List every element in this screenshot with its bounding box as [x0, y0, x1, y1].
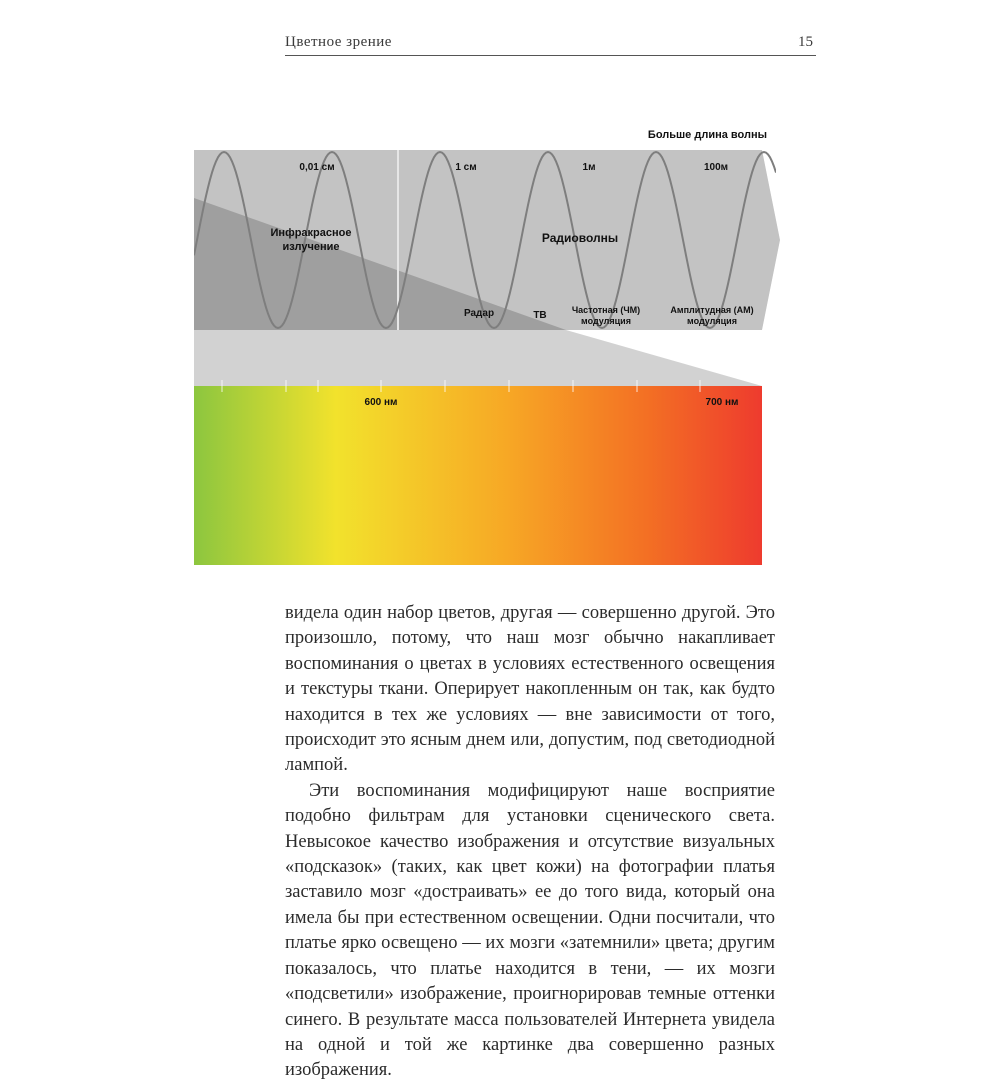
mark-600nm: 600 нм — [364, 397, 398, 408]
infrared-label-line2: излучение — [282, 241, 340, 253]
mark-1m: 1м — [582, 162, 596, 173]
longer-wavelength-label: Больше длина волны — [647, 129, 767, 141]
mark-700nm: 700 нм — [705, 397, 739, 408]
am-label-line1: Амплитудная (АМ) — [670, 305, 754, 315]
tv-label: ТВ — [533, 310, 547, 321]
radar-label: Радар — [463, 308, 495, 319]
mark-100m: 100м — [703, 162, 729, 173]
page-number: 15 — [798, 34, 813, 50]
paragraph-2: Эти воспоминания модифицируют наше восприятие подобно фильтрам для установки сценического света. Невысокое качество изображения и отсутствие визуальных «подсказок» (таких, как цвет кожи) на фотографии платья заставило мозг «дострaивать» ее до того вида, который она имела бы при естественном освещении. Одни посчитали, что платье ярко освещено — их мозги «затемнили» цвета; другим показалось, что платье находится в тени, — их мозги «подсветили» изображение, проигнорировав темные оттенки синего. В результате масса пользователей Интернета увидела на одной и той же картинке два совершенно разных изображения. — [285, 780, 775, 1081]
infrared-label-line1: Инфракрасное — [270, 227, 352, 239]
am-label-line2: модуляция — [687, 316, 737, 326]
mark-0-01cm: 0,01 см — [299, 162, 335, 173]
fm-label-line1: Частотная (ЧМ) — [571, 305, 641, 315]
mark-1cm: 1 см — [455, 162, 477, 173]
fm-label-line2: модуляция — [581, 316, 631, 326]
body-text — [285, 601, 775, 1084]
radio-waves-label: Радиоволны — [541, 231, 619, 245]
visible-spectrum-bar — [194, 386, 762, 565]
paragraph-1: видела один набор цветов, другая — совершенно другой. Это произошло, потому, что наш мозг обычно накапливает воспоминания о цветах в условиях естественного освещения и текстуры ткани. Оперирует накопленным он так, как будто находится в тех же условиях — вне зависимости от того, происходит это ясным днем или, допустим, под светодиодной лампой. — [285, 603, 775, 776]
zoom-funnel — [194, 330, 762, 386]
running-header-title: Цветное зрение — [285, 34, 392, 50]
